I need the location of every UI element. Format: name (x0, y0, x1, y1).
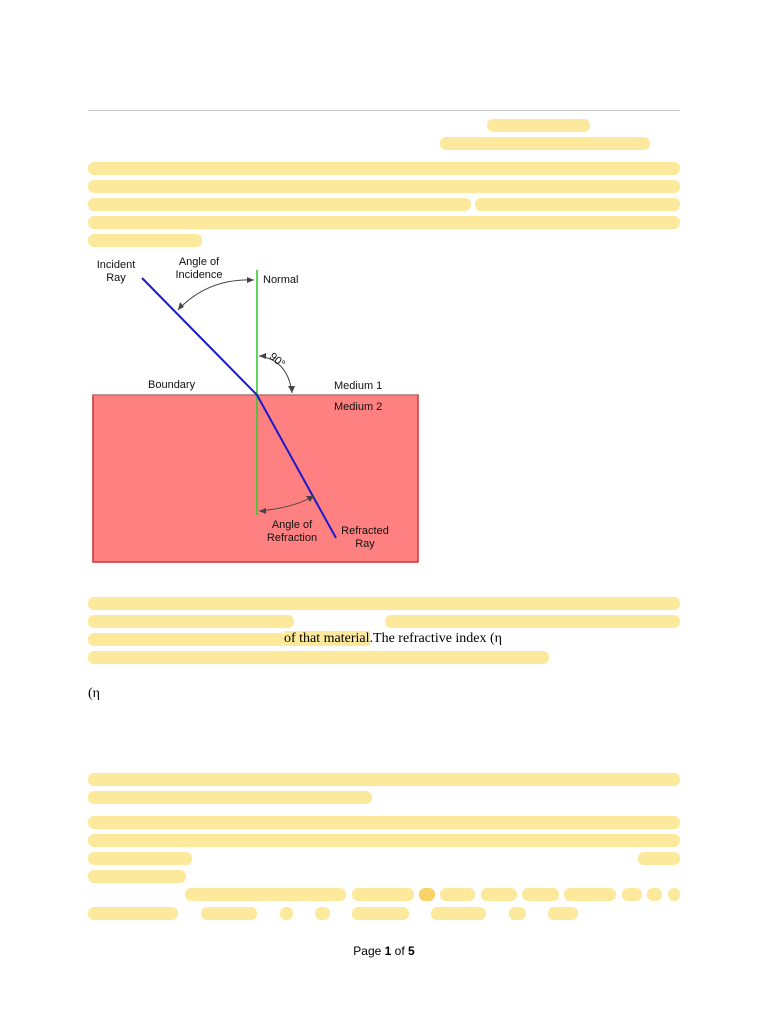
redacted-text (88, 234, 202, 247)
sentence-text: .The refractive index (η (369, 631, 503, 646)
redacted-text (88, 597, 680, 610)
redacted-text (88, 816, 680, 829)
redacted-text (668, 888, 680, 901)
redacted-text (88, 180, 680, 193)
page-footer (0, 944, 768, 958)
redacted-text (185, 888, 346, 901)
redacted-text (419, 888, 435, 901)
redacted-text (352, 907, 409, 920)
incidence-angle-arc (178, 280, 254, 310)
medium-2-label: Medium 2 (334, 401, 383, 413)
redacted-text (88, 633, 286, 646)
refracted-ray-label: Refracted Ray (341, 525, 389, 550)
redacted-text (638, 852, 680, 865)
redacted-text (88, 834, 680, 847)
arrowhead (247, 277, 254, 283)
angle-of-refraction-label: Angle of Refraction (266, 519, 318, 544)
redacted-text (647, 888, 662, 901)
redacted-text (315, 907, 330, 920)
arrowhead (288, 386, 295, 393)
redacted-text (352, 888, 414, 901)
arrowhead (178, 302, 184, 310)
redacted-text (88, 852, 192, 865)
incident-ray (142, 278, 257, 395)
refractive-index-sentence (284, 631, 502, 647)
redacted-text (481, 888, 517, 901)
of-word: of (394, 944, 405, 958)
page-word: Page (353, 944, 382, 958)
redacted-text (88, 773, 680, 786)
redacted-text (88, 907, 178, 920)
redacted-text (440, 137, 650, 150)
header-divider (88, 110, 680, 111)
highlighted-phrase: of that material (284, 631, 370, 646)
redacted-text (88, 615, 294, 628)
redacted-text (622, 888, 642, 901)
boundary-label: Boundary (148, 379, 196, 391)
arrowhead (259, 353, 266, 359)
redacted-text (201, 907, 257, 920)
redacted-text (522, 888, 559, 901)
angle-of-incidence-label: Angle of Incidence (175, 256, 223, 281)
refraction-diagram (88, 250, 428, 572)
ninety-degree-label: 90° (266, 350, 288, 371)
current-page-number: 1 (384, 944, 392, 958)
redacted-text (487, 119, 590, 132)
redacted-text (475, 198, 680, 211)
redacted-text (280, 907, 293, 920)
redacted-text (385, 615, 680, 628)
redacted-text (88, 651, 549, 664)
redacted-text (548, 907, 578, 920)
redacted-text (440, 888, 475, 901)
medium-1-label: Medium 1 (334, 380, 383, 392)
redacted-text (88, 162, 680, 175)
redacted-text (564, 888, 616, 901)
redacted-text (509, 907, 526, 920)
redacted-text (88, 198, 471, 211)
redacted-text (88, 791, 372, 804)
incident-ray-label: Incident Ray (96, 259, 136, 284)
total-pages-number: 5 (408, 944, 415, 958)
redacted-text (431, 907, 486, 920)
redacted-text (88, 870, 186, 883)
normal-label: Normal (263, 274, 299, 286)
eta-fragment: (η (88, 686, 100, 701)
redacted-text (88, 216, 680, 229)
